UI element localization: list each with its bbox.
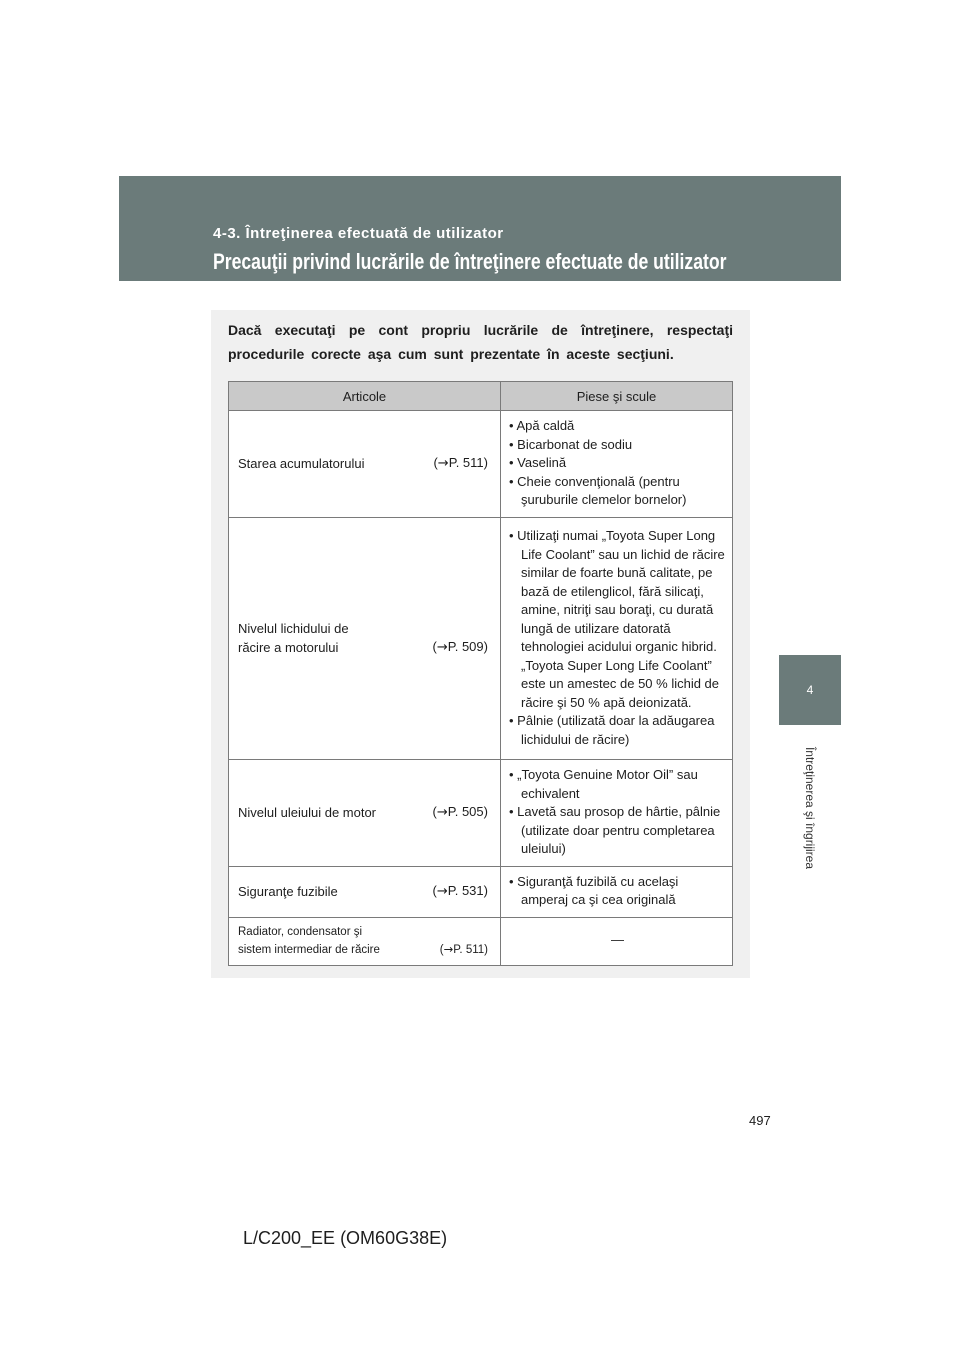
table-header-row [229,382,733,411]
parts-cell [501,760,733,867]
list-item: • Vaselină [509,455,567,471]
article-cell [229,411,501,518]
list-item: • Siguranţă fuzibilă cu acelaşi amperaj ca şi cea originală [509,873,679,907]
article-cell [229,518,501,760]
intro-paragraph: Dacă executaţi pe cont propriu lucrările de întreţinere, respectaţi procedurile corecte aşa cum sunt prezentate în aceste secţiuni. [228,322,733,362]
parts-cell [501,866,733,917]
article-name: răcire a motorului [238,639,339,655]
table-row [229,917,733,965]
arrow-icon: → [436,805,448,820]
list-item: • Pâlnie (utilizată doar la adăugarea lichidului de răcire) [509,713,715,747]
table-row [229,866,733,917]
list-item: • Lavetă sau prosop de hârtie, pâlnie (utilizate doar pentru completarea uleiului) [509,804,721,856]
table-row [229,411,733,518]
column-header-parts: Piese şi scule [501,382,733,411]
document-code: L/C200_EE (OM60G38E) [243,1228,448,1248]
table-row [229,518,733,760]
page-title: Precauţii privind lucrările de întreţinere efectuate de utilizator [213,249,727,274]
list-item: • Utilizaţi numai „Toyota Super Long Life Coolant” sau un lichid de răcire similar de foarte bună calitate, pe bază de etilenglicol, fără silicaţi, amine, nitriţi sau boraţi, cu durată lungă de utilizare datorată tehnologiei acidului organic hibrid. „Toyota Super Long Life Coolant” este un amestec de 50 % lichid de răcire şi 50 % apă deionizată. [509,528,725,710]
article-name: Siguranţe fuzibile [238,883,338,899]
list-item: • Bicarbonat de sodiu [509,436,633,452]
parts-cell [501,518,733,760]
article-name: sistem intermediar de răcire [238,944,380,956]
arrow-icon: → [436,639,448,655]
arrow-icon: → [437,456,449,472]
arrow-icon: → [436,883,448,899]
column-header-articles: Articole [229,382,501,411]
list-item: • „Toyota Genuine Motor Oil” sau echivalent [509,767,698,801]
article-cell [229,760,501,867]
list-item: • Apă caldă [509,418,575,434]
arrow-icon: → [443,942,454,956]
chapter-tab[interactable]: 4 [779,655,841,725]
article-cell [229,917,501,965]
page-reference[interactable]: (→P. 509) [432,638,488,655]
section-title: 4-3. Întreţinerea efectuată de utilizator [213,225,504,242]
article-cell [229,866,501,917]
parts-cell-empty: — [501,917,733,965]
article-name: Nivelul lichidului de [238,621,349,636]
article-name: Nivelul uleiului de motor [238,805,377,820]
page-reference[interactable]: (→P. 531) [432,882,488,899]
table-row [229,760,733,867]
list-item: • Cheie convenţională (pentru şuruburile clemelor bornelor) [509,473,687,508]
chapter-tab-label: Întreţinerea şi îngrijirea [803,746,817,870]
page-reference[interactable]: (→P. 511) [433,455,488,472]
page-reference[interactable]: (→P. 505) [432,804,488,820]
page-number: 497 [749,1113,771,1128]
article-name: Starea acumulatorului [238,456,365,472]
page-reference[interactable]: (→P. 511) [439,942,488,956]
maintenance-table [228,381,733,966]
article-name: Radiator, condensator şi [238,925,363,938]
parts-cell [501,411,733,518]
